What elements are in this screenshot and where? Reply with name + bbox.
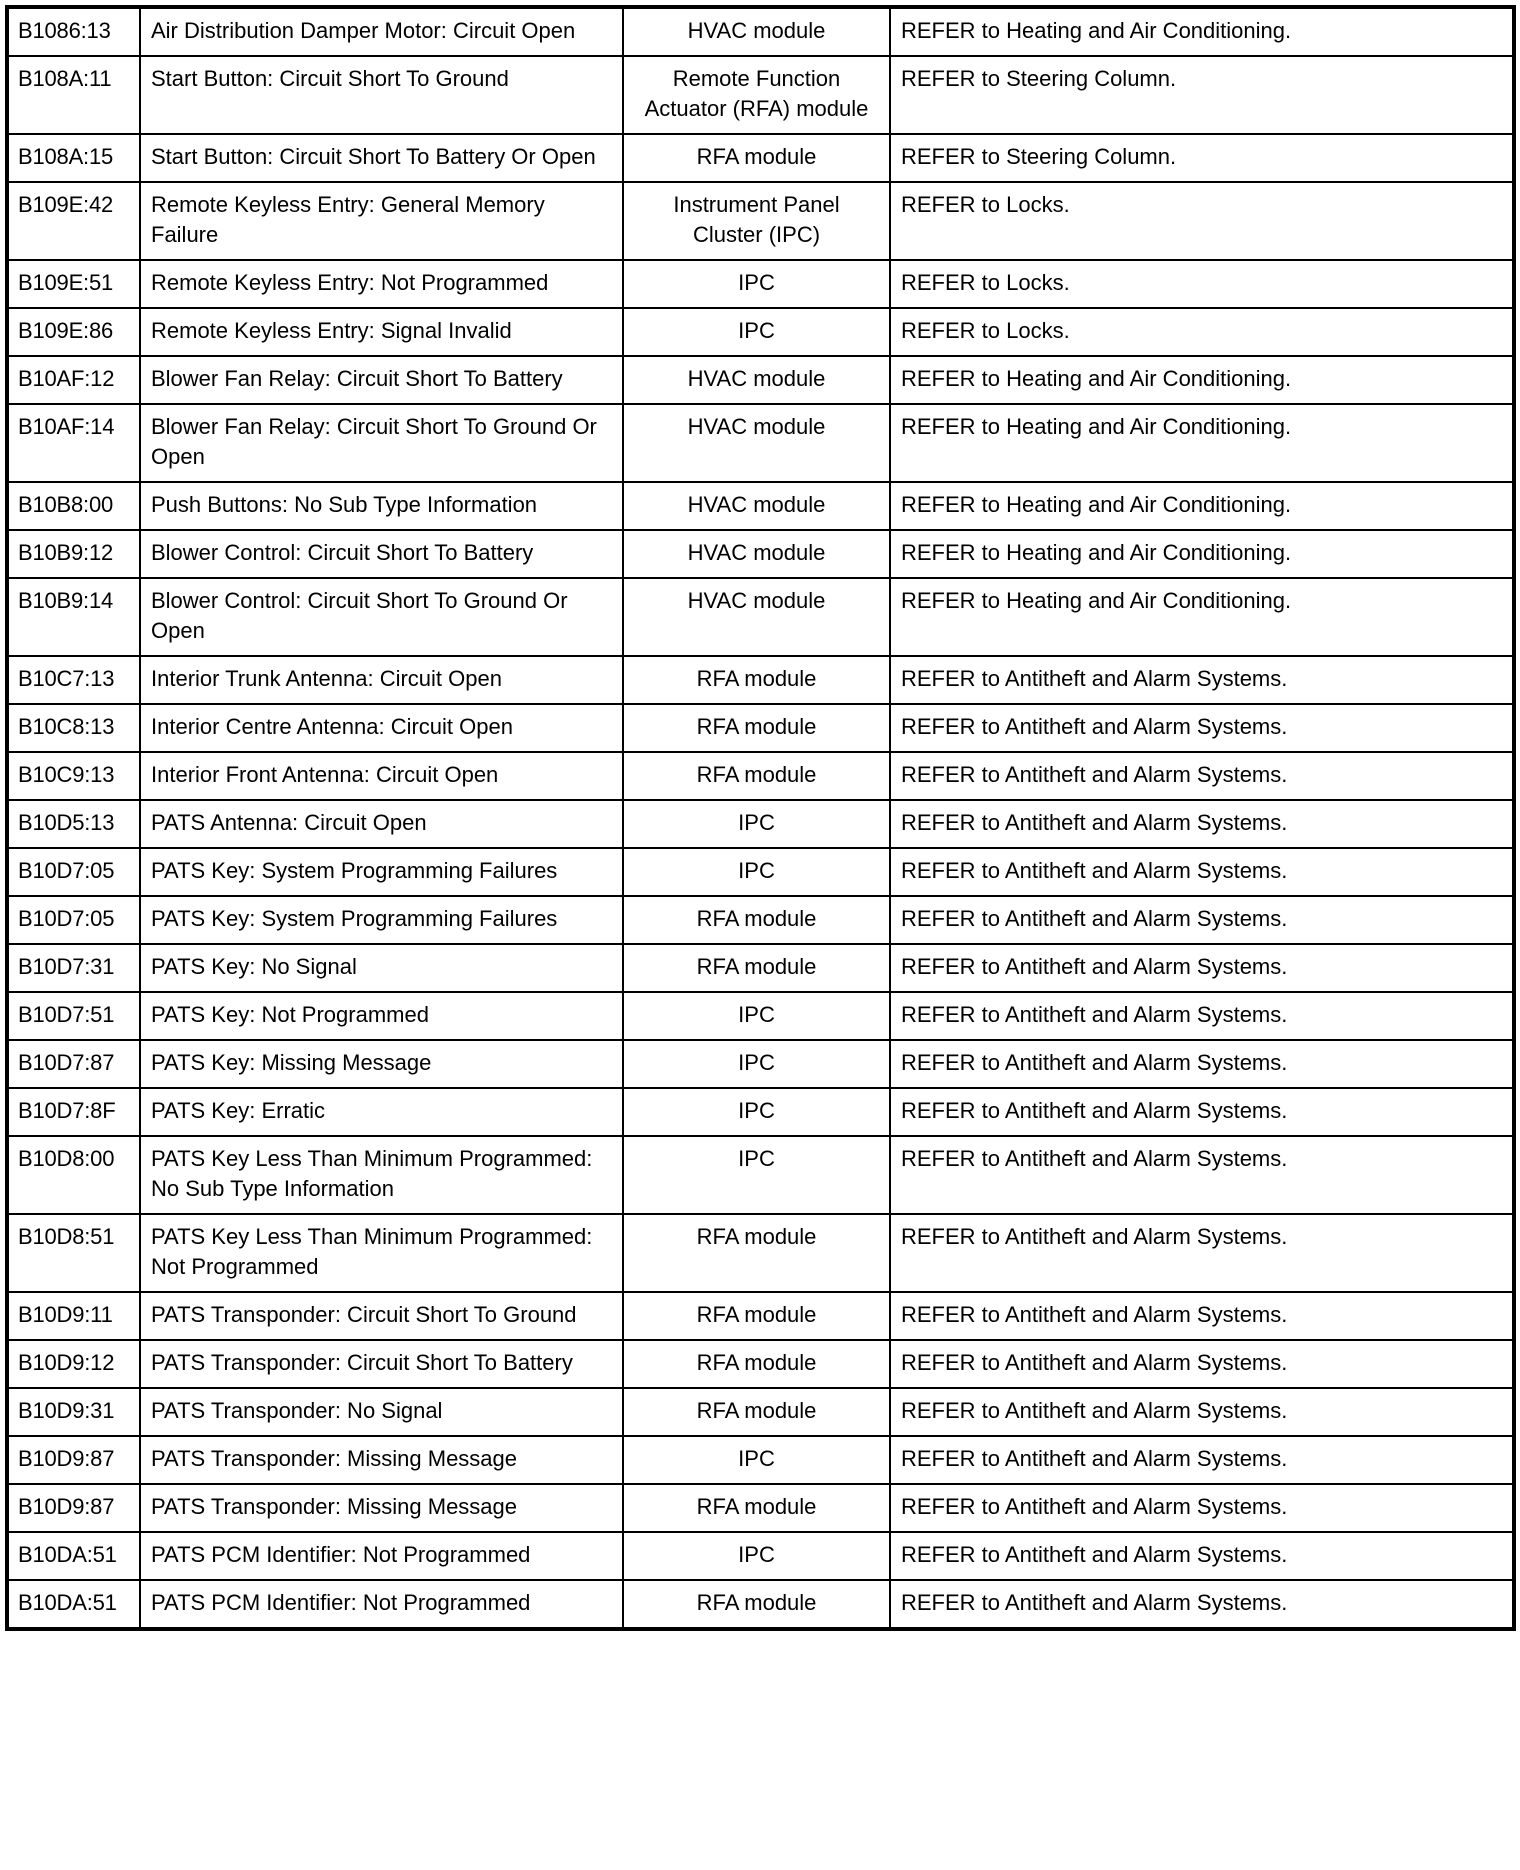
- dtc-code: B10B9:12: [7, 530, 140, 578]
- dtc-code: B10AF:14: [7, 404, 140, 482]
- dtc-description: Interior Trunk Antenna: Circuit Open: [140, 656, 623, 704]
- dtc-description: Blower Control: Circuit Short To Ground Or Open: [140, 578, 623, 656]
- table-row: [7, 848, 1514, 896]
- dtc-description: Blower Control: Circuit Short To Battery: [140, 530, 623, 578]
- table-row: [7, 992, 1514, 1040]
- dtc-module: RFA module: [623, 656, 890, 704]
- dtc-module: RFA module: [623, 1292, 890, 1340]
- dtc-code: B108A:11: [7, 56, 140, 134]
- dtc-module: HVAC module: [623, 356, 890, 404]
- dtc-module: HVAC module: [623, 7, 890, 56]
- dtc-description: Remote Keyless Entry: Not Programmed: [140, 260, 623, 308]
- table-row: [7, 800, 1514, 848]
- dtc-description: Push Buttons: No Sub Type Information: [140, 482, 623, 530]
- dtc-action: REFER to Heating and Air Conditioning.: [890, 7, 1514, 56]
- dtc-module: HVAC module: [623, 404, 890, 482]
- dtc-module: RFA module: [623, 134, 890, 182]
- dtc-code: B109E:42: [7, 182, 140, 260]
- dtc-module: Remote Function Actuator (RFA) module: [623, 56, 890, 134]
- dtc-code: B10D9:11: [7, 1292, 140, 1340]
- dtc-action: REFER to Antitheft and Alarm Systems.: [890, 1532, 1514, 1580]
- table-row: [7, 578, 1514, 656]
- table-row: [7, 1532, 1514, 1580]
- dtc-module: Instrument Panel Cluster (IPC): [623, 182, 890, 260]
- dtc-action: REFER to Antitheft and Alarm Systems.: [890, 752, 1514, 800]
- dtc-module: RFA module: [623, 1340, 890, 1388]
- dtc-code: B10D7:8F: [7, 1088, 140, 1136]
- dtc-module: RFA module: [623, 896, 890, 944]
- dtc-module: RFA module: [623, 944, 890, 992]
- table-row: [7, 1580, 1514, 1629]
- dtc-code: B10D5:13: [7, 800, 140, 848]
- dtc-description: PATS Transponder: Circuit Short To Ground: [140, 1292, 623, 1340]
- table-row: [7, 1136, 1514, 1214]
- dtc-code: B10B9:14: [7, 578, 140, 656]
- dtc-module: IPC: [623, 1436, 890, 1484]
- table-row: [7, 1436, 1514, 1484]
- dtc-code: B10D7:51: [7, 992, 140, 1040]
- dtc-action: REFER to Heating and Air Conditioning.: [890, 356, 1514, 404]
- dtc-description: Blower Fan Relay: Circuit Short To Ground Or Open: [140, 404, 623, 482]
- dtc-action: REFER to Heating and Air Conditioning.: [890, 482, 1514, 530]
- table-row: [7, 656, 1514, 704]
- dtc-action: REFER to Antitheft and Alarm Systems.: [890, 656, 1514, 704]
- table-row: [7, 7, 1514, 56]
- dtc-action: REFER to Antitheft and Alarm Systems.: [890, 800, 1514, 848]
- table-row: [7, 1484, 1514, 1532]
- dtc-code: B10D8:00: [7, 1136, 140, 1214]
- dtc-module: IPC: [623, 1040, 890, 1088]
- table-row: [7, 1292, 1514, 1340]
- dtc-action: REFER to Antitheft and Alarm Systems.: [890, 848, 1514, 896]
- dtc-code: B109E:86: [7, 308, 140, 356]
- dtc-code: B10D9:87: [7, 1436, 140, 1484]
- dtc-description: PATS Antenna: Circuit Open: [140, 800, 623, 848]
- dtc-action: REFER to Antitheft and Alarm Systems.: [890, 704, 1514, 752]
- dtc-description: Start Button: Circuit Short To Battery Or Open: [140, 134, 623, 182]
- dtc-action: REFER to Steering Column.: [890, 56, 1514, 134]
- dtc-description: Start Button: Circuit Short To Ground: [140, 56, 623, 134]
- dtc-description: Interior Front Antenna: Circuit Open: [140, 752, 623, 800]
- dtc-code: B10D8:51: [7, 1214, 140, 1292]
- dtc-description: Blower Fan Relay: Circuit Short To Battery: [140, 356, 623, 404]
- dtc-code: B108A:15: [7, 134, 140, 182]
- table-row: [7, 182, 1514, 260]
- dtc-action: REFER to Antitheft and Alarm Systems.: [890, 1388, 1514, 1436]
- dtc-action: REFER to Antitheft and Alarm Systems.: [890, 944, 1514, 992]
- dtc-code: B109E:51: [7, 260, 140, 308]
- dtc-action: REFER to Locks.: [890, 182, 1514, 260]
- dtc-action: REFER to Heating and Air Conditioning.: [890, 530, 1514, 578]
- dtc-action: REFER to Antitheft and Alarm Systems.: [890, 1088, 1514, 1136]
- dtc-code: B10AF:12: [7, 356, 140, 404]
- dtc-module: RFA module: [623, 1214, 890, 1292]
- table-row: [7, 1040, 1514, 1088]
- table-row: [7, 356, 1514, 404]
- dtc-code: B10DA:51: [7, 1532, 140, 1580]
- dtc-description: PATS Transponder: No Signal: [140, 1388, 623, 1436]
- table-row: [7, 308, 1514, 356]
- dtc-action: REFER to Locks.: [890, 260, 1514, 308]
- dtc-action: REFER to Antitheft and Alarm Systems.: [890, 992, 1514, 1040]
- dtc-action: REFER to Antitheft and Alarm Systems.: [890, 1484, 1514, 1532]
- table-row: [7, 134, 1514, 182]
- dtc-code: B10C7:13: [7, 656, 140, 704]
- table-row: [7, 1214, 1514, 1292]
- dtc-module: RFA module: [623, 1580, 890, 1629]
- dtc-module: RFA module: [623, 1484, 890, 1532]
- dtc-description: PATS Transponder: Circuit Short To Battery: [140, 1340, 623, 1388]
- dtc-action: REFER to Antitheft and Alarm Systems.: [890, 1580, 1514, 1629]
- dtc-module: IPC: [623, 308, 890, 356]
- dtc-description: PATS Key: Erratic: [140, 1088, 623, 1136]
- table-row: [7, 530, 1514, 578]
- table-row: [7, 482, 1514, 530]
- dtc-table-body: [7, 7, 1514, 1629]
- dtc-action: REFER to Antitheft and Alarm Systems.: [890, 1040, 1514, 1088]
- dtc-action: REFER to Steering Column.: [890, 134, 1514, 182]
- dtc-code: B10DA:51: [7, 1580, 140, 1629]
- dtc-code: B10D7:87: [7, 1040, 140, 1088]
- dtc-description: PATS Transponder: Missing Message: [140, 1436, 623, 1484]
- dtc-action: REFER to Antitheft and Alarm Systems.: [890, 1292, 1514, 1340]
- table-row: [7, 260, 1514, 308]
- dtc-module: RFA module: [623, 704, 890, 752]
- dtc-action: REFER to Heating and Air Conditioning.: [890, 404, 1514, 482]
- dtc-code: B10D9:87: [7, 1484, 140, 1532]
- dtc-module: IPC: [623, 848, 890, 896]
- dtc-module: HVAC module: [623, 578, 890, 656]
- dtc-code: B1086:13: [7, 7, 140, 56]
- dtc-description: PATS Key: Not Programmed: [140, 992, 623, 1040]
- table-row: [7, 1340, 1514, 1388]
- dtc-module: RFA module: [623, 1388, 890, 1436]
- dtc-module: HVAC module: [623, 482, 890, 530]
- dtc-code: B10B8:00: [7, 482, 140, 530]
- dtc-description: PATS Key: System Programming Failures: [140, 848, 623, 896]
- dtc-action: REFER to Locks.: [890, 308, 1514, 356]
- table-row: [7, 944, 1514, 992]
- dtc-description: PATS Key Less Than Minimum Programmed: No Sub Type Information: [140, 1136, 623, 1214]
- dtc-code: B10D7:05: [7, 896, 140, 944]
- dtc-module: RFA module: [623, 752, 890, 800]
- dtc-module: IPC: [623, 1532, 890, 1580]
- dtc-description: PATS Key: System Programming Failures: [140, 896, 623, 944]
- dtc-description: PATS Key Less Than Minimum Programmed: Not Programmed: [140, 1214, 623, 1292]
- dtc-code: B10D7:31: [7, 944, 140, 992]
- dtc-description: Remote Keyless Entry: General Memory Failure: [140, 182, 623, 260]
- dtc-code: B10C9:13: [7, 752, 140, 800]
- dtc-description: PATS PCM Identifier: Not Programmed: [140, 1532, 623, 1580]
- dtc-code: B10C8:13: [7, 704, 140, 752]
- dtc-action: REFER to Antitheft and Alarm Systems.: [890, 1436, 1514, 1484]
- dtc-code: B10D9:12: [7, 1340, 140, 1388]
- dtc-module: IPC: [623, 992, 890, 1040]
- dtc-description: PATS Key: No Signal: [140, 944, 623, 992]
- table-row: [7, 752, 1514, 800]
- dtc-action: REFER to Antitheft and Alarm Systems.: [890, 1340, 1514, 1388]
- table-row: [7, 704, 1514, 752]
- table-row: [7, 896, 1514, 944]
- dtc-description: PATS Key: Missing Message: [140, 1040, 623, 1088]
- table-row: [7, 56, 1514, 134]
- dtc-action: REFER to Antitheft and Alarm Systems.: [890, 896, 1514, 944]
- dtc-description: Air Distribution Damper Motor: Circuit Open: [140, 7, 623, 56]
- dtc-action: REFER to Antitheft and Alarm Systems.: [890, 1136, 1514, 1214]
- dtc-module: IPC: [623, 1136, 890, 1214]
- dtc-module: IPC: [623, 260, 890, 308]
- dtc-description: PATS PCM Identifier: Not Programmed: [140, 1580, 623, 1629]
- dtc-module: HVAC module: [623, 530, 890, 578]
- dtc-module: IPC: [623, 1088, 890, 1136]
- dtc-action: REFER to Heating and Air Conditioning.: [890, 578, 1514, 656]
- table-row: [7, 1388, 1514, 1436]
- dtc-code: B10D7:05: [7, 848, 140, 896]
- table-row: [7, 1088, 1514, 1136]
- dtc-action: REFER to Antitheft and Alarm Systems.: [890, 1214, 1514, 1292]
- table-row: [7, 404, 1514, 482]
- dtc-description: Remote Keyless Entry: Signal Invalid: [140, 308, 623, 356]
- dtc-code: B10D9:31: [7, 1388, 140, 1436]
- dtc-module: IPC: [623, 800, 890, 848]
- dtc-description: PATS Transponder: Missing Message: [140, 1484, 623, 1532]
- dtc-table: [5, 5, 1516, 1631]
- dtc-description: Interior Centre Antenna: Circuit Open: [140, 704, 623, 752]
